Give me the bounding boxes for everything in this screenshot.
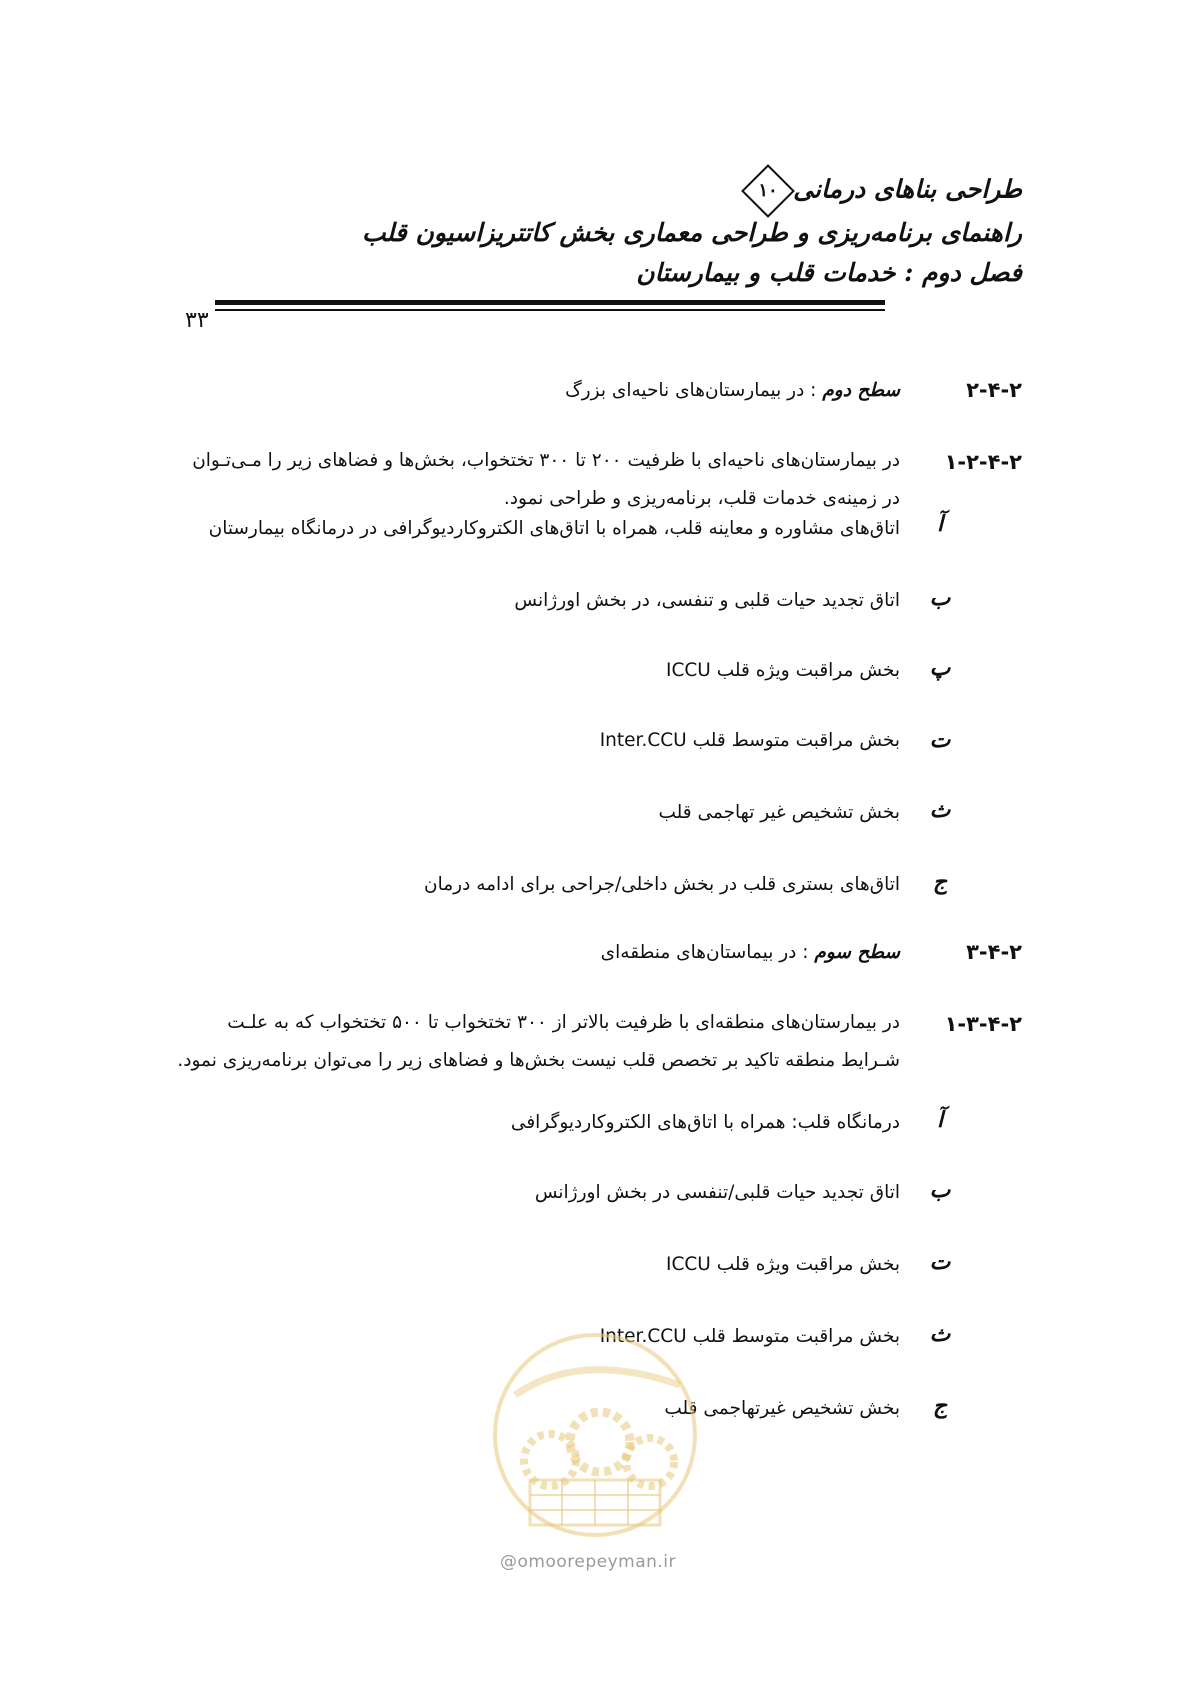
header-line-3: فصل دوم : خدمات قلب و بیمارستان <box>636 258 1022 287</box>
header-rule-thick <box>215 300 885 305</box>
section-number: ۲-۴-۲ <box>966 378 1022 402</box>
header-title: طراحی بناهای درمانی <box>793 174 1022 204</box>
header-line-2: راهنمای برنامه‌ریزی و طراحی معماری بخش کاتتریزاسیون قلب <box>361 218 1022 247</box>
list-item: بخش تشخیص غیرتهاجمی قلب <box>664 1398 900 1419</box>
watermark-logo <box>490 1330 700 1540</box>
list-item: بخش مراقبت ویژه قلب ICCU <box>665 1254 900 1275</box>
list-item: بخش تشخیص غیر تهاجمی قلب <box>658 802 900 823</box>
list-item: اتاق تجدید حیات قلبی و تنفسی، در بخش اورژانس <box>514 590 900 611</box>
watermark-url: @omoorepeyman.ir <box>500 1552 677 1572</box>
list-item-letter: ب <box>929 1178 951 1203</box>
list-item-letter: ج <box>932 1394 948 1419</box>
section-number: ۳-۴-۲ <box>966 940 1022 964</box>
list-item-letter: پ <box>929 656 951 681</box>
header-rule-thin <box>215 309 885 311</box>
section-heading <box>565 380 900 401</box>
list-item: اتاق تجدید حیات قلبی/تنفسی در بخش اورژانس <box>534 1182 900 1203</box>
list-item-letter: ج <box>932 870 948 895</box>
volume-number: ۱۰ <box>758 180 778 201</box>
list-item-letter: ت <box>929 728 951 753</box>
list-item: بخش مراقبت متوسط قلب Inter.CCU <box>599 1326 900 1347</box>
page-number: ۳۳ <box>185 308 209 333</box>
list-item-letter: آ <box>936 1108 944 1133</box>
section-number: ۱-۲-۴-۲ <box>944 450 1022 474</box>
list-item-letter: ث <box>929 798 951 823</box>
list-item-letter: ت <box>929 1250 951 1275</box>
list-item: درمانگاه قلب: همراه با اتاق‌های الکتروکاردیوگرافی <box>510 1112 900 1133</box>
list-item: بخش مراقبت متوسط قلب Inter.CCU <box>599 730 900 751</box>
list-item: بخش مراقبت ویژه قلب ICCU <box>665 660 900 681</box>
section-number: ۱-۳-۴-۲ <box>944 1012 1022 1036</box>
volume-badge <box>741 164 795 218</box>
section-paragraph: در بیمارستان‌های ناحیه‌ای با ظرفیت ۲۰۰ تا ۳۰۰ تختخواب، بخش‌ها و فضاهای زیر را مـی‌تـوان در زمینه‌ی خدمات قلب، برنامه‌ریزی و طراحی نمود. <box>192 450 900 509</box>
section-heading-rest: : در بیماستان‌های منطقه‌ای <box>600 942 815 963</box>
section-label: سطح دوم <box>822 380 900 401</box>
section-paragraph: در بیمارستان‌های منطقه‌ای با ظرفیت بالاتر از ۳۰۰ تختخواب تا ۵۰۰ تختخواب که به علـت شـرایط منطقه تاکید بر تخصص قلب نیست بخش‌ها و فضاهای زیر را می‌توان برنامه‌ریزی نمود. <box>177 1012 900 1071</box>
list-item-letter: ث <box>929 1322 951 1347</box>
list-item: اتاق‌های بستری قلب در بخش داخلی/جراحی برای ادامه درمان <box>424 874 900 895</box>
list-item: اتاق‌های مشاوره و معاینه قلب، همراه با اتاق‌های الکتروکاردیوگرافی در درمانگاه بیمارستان <box>208 518 900 539</box>
section-label: سطح سوم <box>814 942 900 963</box>
list-item-letter: ب <box>929 586 951 611</box>
header-line-1 <box>743 172 1022 210</box>
list-item-letter: آ <box>936 512 944 537</box>
section-heading <box>601 942 900 963</box>
section-heading-rest: : در بیمارستان‌های ناحیه‌ای بزرگ <box>565 380 823 401</box>
